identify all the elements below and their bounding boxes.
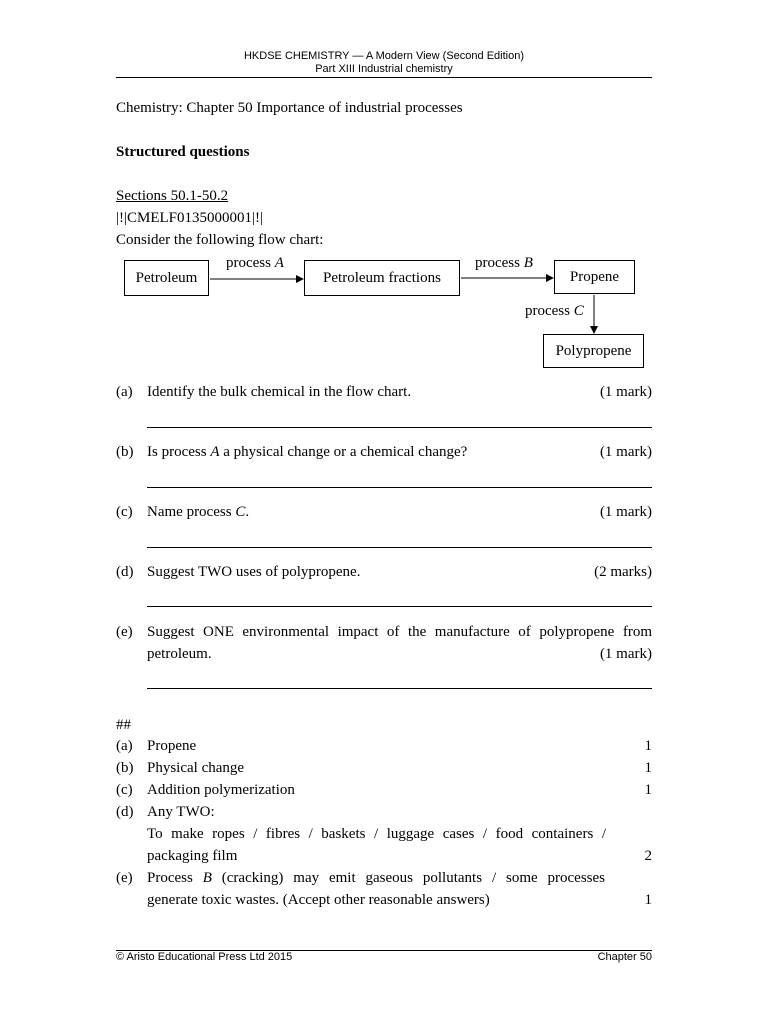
label-process-b: process B (475, 255, 533, 271)
box-polypropene: Polypropene (543, 334, 644, 368)
answer-line[interactable] (147, 606, 652, 607)
chapter-title: Chemistry: Chapter 50 Importance of industrial processes (116, 100, 463, 116)
answer-number: (c) (116, 782, 133, 798)
question-text-line2: petroleum. (147, 646, 212, 662)
intro-text: Consider the following flow chart: (116, 232, 324, 248)
answer-line[interactable] (147, 427, 652, 428)
question-number: (d) (116, 564, 134, 580)
answer-number: (a) (116, 738, 133, 754)
answer-text: Propene (147, 738, 197, 754)
question-text-line1: Suggest ONE environmental impact of the manufacture of polypropene from (147, 624, 652, 640)
answer-text-line3: packaging film (147, 848, 238, 864)
question-number: (c) (116, 504, 133, 520)
question-number: (b) (116, 444, 134, 460)
label-process-c: process C (525, 303, 584, 319)
answer-text: Physical change (147, 760, 245, 776)
question-marks: (2 marks) (594, 564, 652, 580)
answer-line[interactable] (147, 487, 652, 488)
question-marks: (1 mark) (599, 504, 652, 520)
question-marks: (1 mark) (599, 444, 652, 460)
box-propene: Propene (554, 260, 635, 294)
footer-copyright: © Aristo Educational Press Ltd 2015 (116, 951, 293, 963)
footer-chapter: Chapter 50 (597, 951, 652, 963)
answer-line[interactable] (147, 547, 652, 548)
question-text: Identify the bulk chemical in the flow chart. (147, 384, 412, 400)
answer-text-line2: To make ropes / fibres / baskets / luggage cases / food containers / (147, 826, 606, 842)
question-number: (a) (116, 384, 133, 400)
answer-score: 1 (644, 760, 652, 776)
answer-marker: ## (116, 717, 131, 733)
answer-score: 2 (644, 848, 652, 864)
question-text: Name process C. (147, 504, 250, 520)
box-petroleum-fractions: Petroleum fractions (304, 260, 460, 296)
answer-score: 1 (644, 738, 652, 754)
question-marks: (1 mark) (599, 384, 652, 400)
answer-text-line2: generate toxic wastes. (Accept other reasonable answers) (147, 892, 490, 908)
answer-text: Addition polymerization (147, 782, 295, 798)
header-title: HKDSE CHEMISTRY — A Modern View (Second Edition) (243, 50, 524, 62)
label-process-a: process A (226, 255, 284, 271)
sections-label: Sections 50.1-50.2 (116, 188, 229, 204)
question-text: Is process A a physical change or a chemical change? (147, 444, 468, 460)
question-text: Suggest TWO uses of polypropene. (147, 564, 361, 580)
answer-number: (d) (116, 804, 134, 820)
box-petroleum: Petroleum (124, 260, 209, 296)
section-heading: Structured questions (116, 144, 250, 160)
flow-arrows (0, 0, 768, 400)
question-code: |!|CMELF0135000001|!| (116, 210, 264, 226)
header-subtitle: Part XIII Industrial chemistry (315, 63, 453, 75)
answer-number: (b) (116, 760, 134, 776)
question-marks: (1 mark) (599, 646, 652, 662)
answer-number: (e) (116, 870, 133, 886)
answer-score: 1 (644, 782, 652, 798)
answer-text: Any TWO: (147, 804, 215, 820)
question-number: (e) (116, 624, 133, 640)
answer-line[interactable] (147, 688, 652, 689)
answer-text: Process B (cracking) may emit gaseous pollutants / some processes (147, 870, 606, 886)
answer-score: 1 (644, 892, 652, 908)
